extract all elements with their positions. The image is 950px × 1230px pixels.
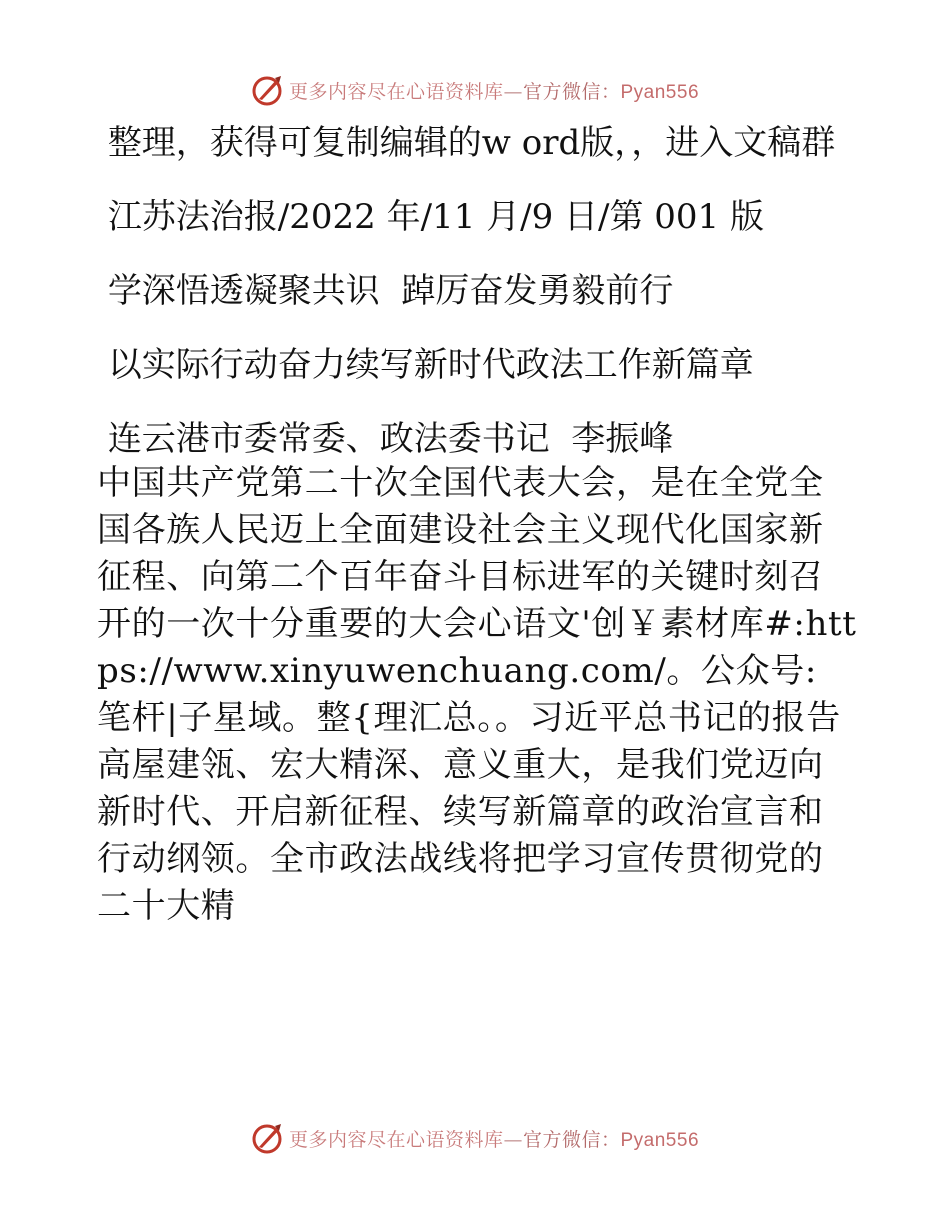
source-line: 江苏法治报/2022 年/11 月/9 日/第 001 版 bbox=[97, 197, 764, 237]
quill-logo-icon bbox=[251, 73, 285, 107]
banner-handle: Pyan556 bbox=[620, 1129, 700, 1151]
footer-watermark-banner bbox=[0, 1118, 950, 1158]
quill-logo-icon bbox=[251, 1121, 285, 1155]
headline-secondary: 以实际行动奋力续写新时代政法工作新篇章 bbox=[97, 345, 754, 385]
headline-primary: 学深悟透凝聚共识 踔厉奋发勇毅前行 bbox=[97, 271, 674, 311]
banner-text bbox=[289, 77, 699, 104]
header-watermark-banner bbox=[0, 70, 950, 110]
intro-paragraph: 整理，获得可复制编辑的w ord版，，进入文稿群 bbox=[97, 123, 836, 163]
banner-dash: — bbox=[503, 80, 523, 103]
byline: 连云港市委常委、政法委书记 李振峰 bbox=[97, 419, 674, 459]
banner-main-text: 更多内容尽在心语资料库 bbox=[288, 1128, 504, 1151]
banner-handle: Pyan556 bbox=[620, 81, 700, 103]
banner-wechat-label: 官方微信： bbox=[522, 1128, 621, 1151]
banner-wechat-label: 官方微信： bbox=[522, 80, 621, 103]
banner-main-text: 更多内容尽在心语资料库 bbox=[288, 80, 504, 103]
banner-dash: — bbox=[503, 1128, 523, 1151]
banner-text bbox=[289, 1125, 699, 1152]
body-paragraph: 中国共产党第二十次全国代表大会，是在全党全国各族人民迈上全面建设社会主义现代化国家新征程、向第二个百年奋斗目标进军的关键时刻召开的一次十分重要的大会心语文'创￥素材库#:https://www.xinyuwenchuang.com/。公众号: 笔杆|子星域。整{理汇总。。习近平总书记的报告高屋建瓴、宏大精深、意义重大，是我们党迈向新时代、开启新征程、续写新篇章的政治宣言和行动纲领。全市政法战线将把学习宣传贯彻党的二十大精 bbox=[97, 463, 857, 926]
document-body bbox=[97, 122, 857, 930]
